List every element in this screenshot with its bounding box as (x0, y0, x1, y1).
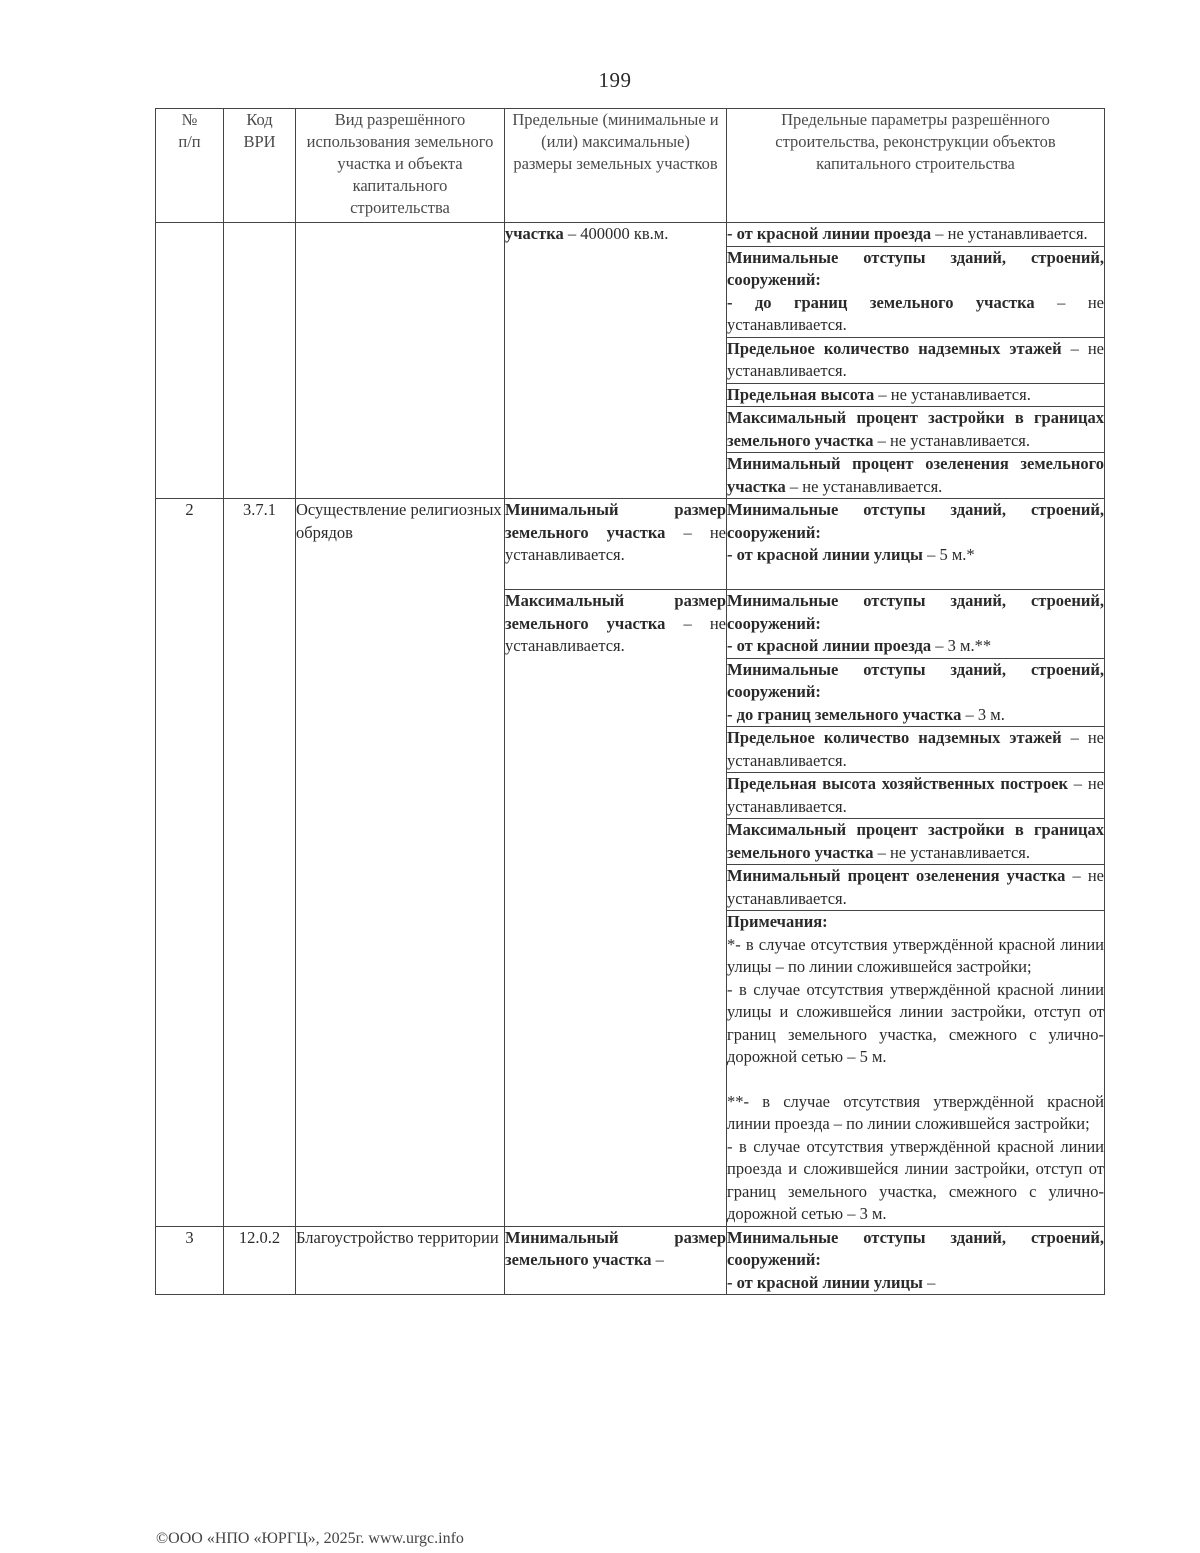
size-label: Максимальный размер земельного участка (505, 591, 726, 633)
header-size: Предельные (минимальные и (или) максимальные) размеры земельных участков (505, 109, 727, 223)
row-use: Благоустройство территории (296, 1226, 505, 1295)
param-label: Минимальные отступы зданий, строений, сооружений: (727, 659, 1104, 701)
row-use: Осуществление религиозных обрядов (296, 499, 505, 1227)
notes-cell (727, 911, 1105, 1227)
param-sublabel: - от красной линии улицы (727, 545, 923, 564)
cont-num-cell (156, 223, 224, 499)
row-num: 3 (156, 1226, 224, 1295)
param-label: Максимальный процент застройки в границах земельного участка (727, 820, 1104, 862)
notes-title: Примечания: (727, 912, 828, 931)
table-row (156, 499, 1105, 590)
param-label: Минимальный процент озеленения земельного участка (727, 454, 1104, 496)
cont-size-cell (505, 223, 727, 499)
param-label: Предельное количество надземных этажей (727, 728, 1062, 747)
param-value: – не устанавливается. (873, 842, 1031, 862)
param-value: – не устанавливается. (873, 430, 1031, 450)
row-code: 12.0.2 (224, 1226, 296, 1295)
param-value: – не устанавливается. (727, 774, 1105, 816)
param-cell (727, 246, 1105, 337)
param-sublabel: - от красной линии проезда (727, 636, 932, 655)
size-min-cell (505, 1226, 727, 1295)
param-sublabel: - до границ земельного участка (727, 292, 1035, 312)
param-label: Минимальные отступы зданий, строений, сооружений: (727, 247, 1104, 289)
param-cell (727, 499, 1105, 590)
param-cell (727, 1226, 1105, 1295)
row-num: 2 (156, 499, 224, 1227)
param-label: - от красной линии проезда (727, 224, 932, 243)
size-value: – не устанавливается. (505, 522, 726, 564)
param-label: Минимальные отступы зданий, строений, сооружений: (727, 500, 1104, 542)
size-value: – (651, 1250, 664, 1269)
param-label: Предельное количество надземных этажей (727, 338, 1062, 358)
param-cell (727, 658, 1105, 727)
param-sublabel: - от красной линии улицы (727, 1272, 923, 1292)
size-label: Минимальный размер земельного участка (505, 500, 726, 542)
header-params: Предельные параметры разрешённого строительства, реконструкции объектов капитального строительства (727, 109, 1105, 223)
cont-use-cell (296, 223, 505, 499)
param-sublabel: - до границ земельного участка (727, 704, 962, 724)
param-value: – 3 м.** (931, 636, 992, 655)
page-number: 199 (598, 68, 632, 92)
param-value: – не устанавливается. (931, 224, 1088, 243)
size-label: участка (505, 224, 564, 243)
param-value: – 5 м.* (922, 545, 975, 564)
param-label: Минимальный процент озеленения участка (727, 866, 1066, 885)
param-value: – не устанавливается. (727, 728, 1104, 770)
param-value: – не устанавливается. (727, 338, 1104, 380)
note-text: **- в случае отсутствия утверждённой красной линии проезда – по линии сложившейся застройки; (727, 1091, 1104, 1133)
row-code: 3.7.1 (224, 499, 296, 1227)
size-value: – 400000 кв.м. (563, 224, 669, 243)
table-row (156, 223, 1105, 247)
param-value: – не устанавливается. (727, 866, 1104, 908)
param-value: – (922, 1272, 936, 1292)
note-text: - в случае отсутствия утверждённой красной линии улицы и сложившейся линии застройки, отступ от границ земельного участка, смежного с улично-дорожной сетью – 5 м. (727, 979, 1104, 1066)
header-code: Код ВРИ (224, 109, 296, 223)
note-text: - в случае отсутствия утверждённой красной линии проезда и сложившейся линии застройки, отступ от границ земельного участка, смежного с улично-дорожной сетью – 3 м. (727, 1136, 1104, 1223)
param-cell (727, 223, 1105, 247)
param-cell (727, 337, 1105, 383)
param-cell (727, 819, 1105, 865)
size-max-cell (505, 590, 727, 1227)
param-cell (727, 407, 1105, 453)
param-cell (727, 727, 1105, 773)
table-header-row (156, 109, 1105, 223)
param-value: – не устанавливается. (727, 292, 1104, 334)
param-label: Минимальные отступы зданий, строений, сооружений: (727, 1227, 1104, 1269)
size-label: Минимальный размер земельного участка (505, 1227, 726, 1269)
param-value: – не устанавливается. (785, 476, 943, 496)
footer-copyright: ©ООО «НПО «ЮРГЦ», 2025г. www.urgc.info (156, 1530, 464, 1547)
param-label: Предельная высота (727, 384, 875, 404)
param-label: Предельная высота хозяйственных построек (727, 774, 1068, 793)
param-value: – не устанавливается. (874, 384, 1031, 404)
note-text: *- в случае отсутствия утверждённой красной линии улицы – по линии сложившейся застройки; (727, 934, 1104, 976)
param-cell (727, 865, 1105, 911)
param-value: – 3 м. (961, 704, 1005, 724)
param-cell (727, 773, 1105, 819)
header-num: № п/п (156, 109, 224, 223)
size-min-cell (505, 499, 727, 590)
param-label: Максимальный процент застройки в границах земельного участка (727, 408, 1104, 450)
regulation-table (155, 108, 1105, 1295)
param-label: Минимальные отступы зданий, строений, сооружений: (727, 591, 1104, 633)
size-value: – не устанавливается. (505, 613, 726, 655)
cont-code-cell (224, 223, 296, 499)
param-cell (727, 590, 1105, 659)
param-cell (727, 453, 1105, 499)
param-cell (727, 383, 1105, 407)
table-row (156, 1226, 1105, 1295)
header-use: Вид разрешённого использования земельного участка и объекта капитального строительства (296, 109, 505, 223)
